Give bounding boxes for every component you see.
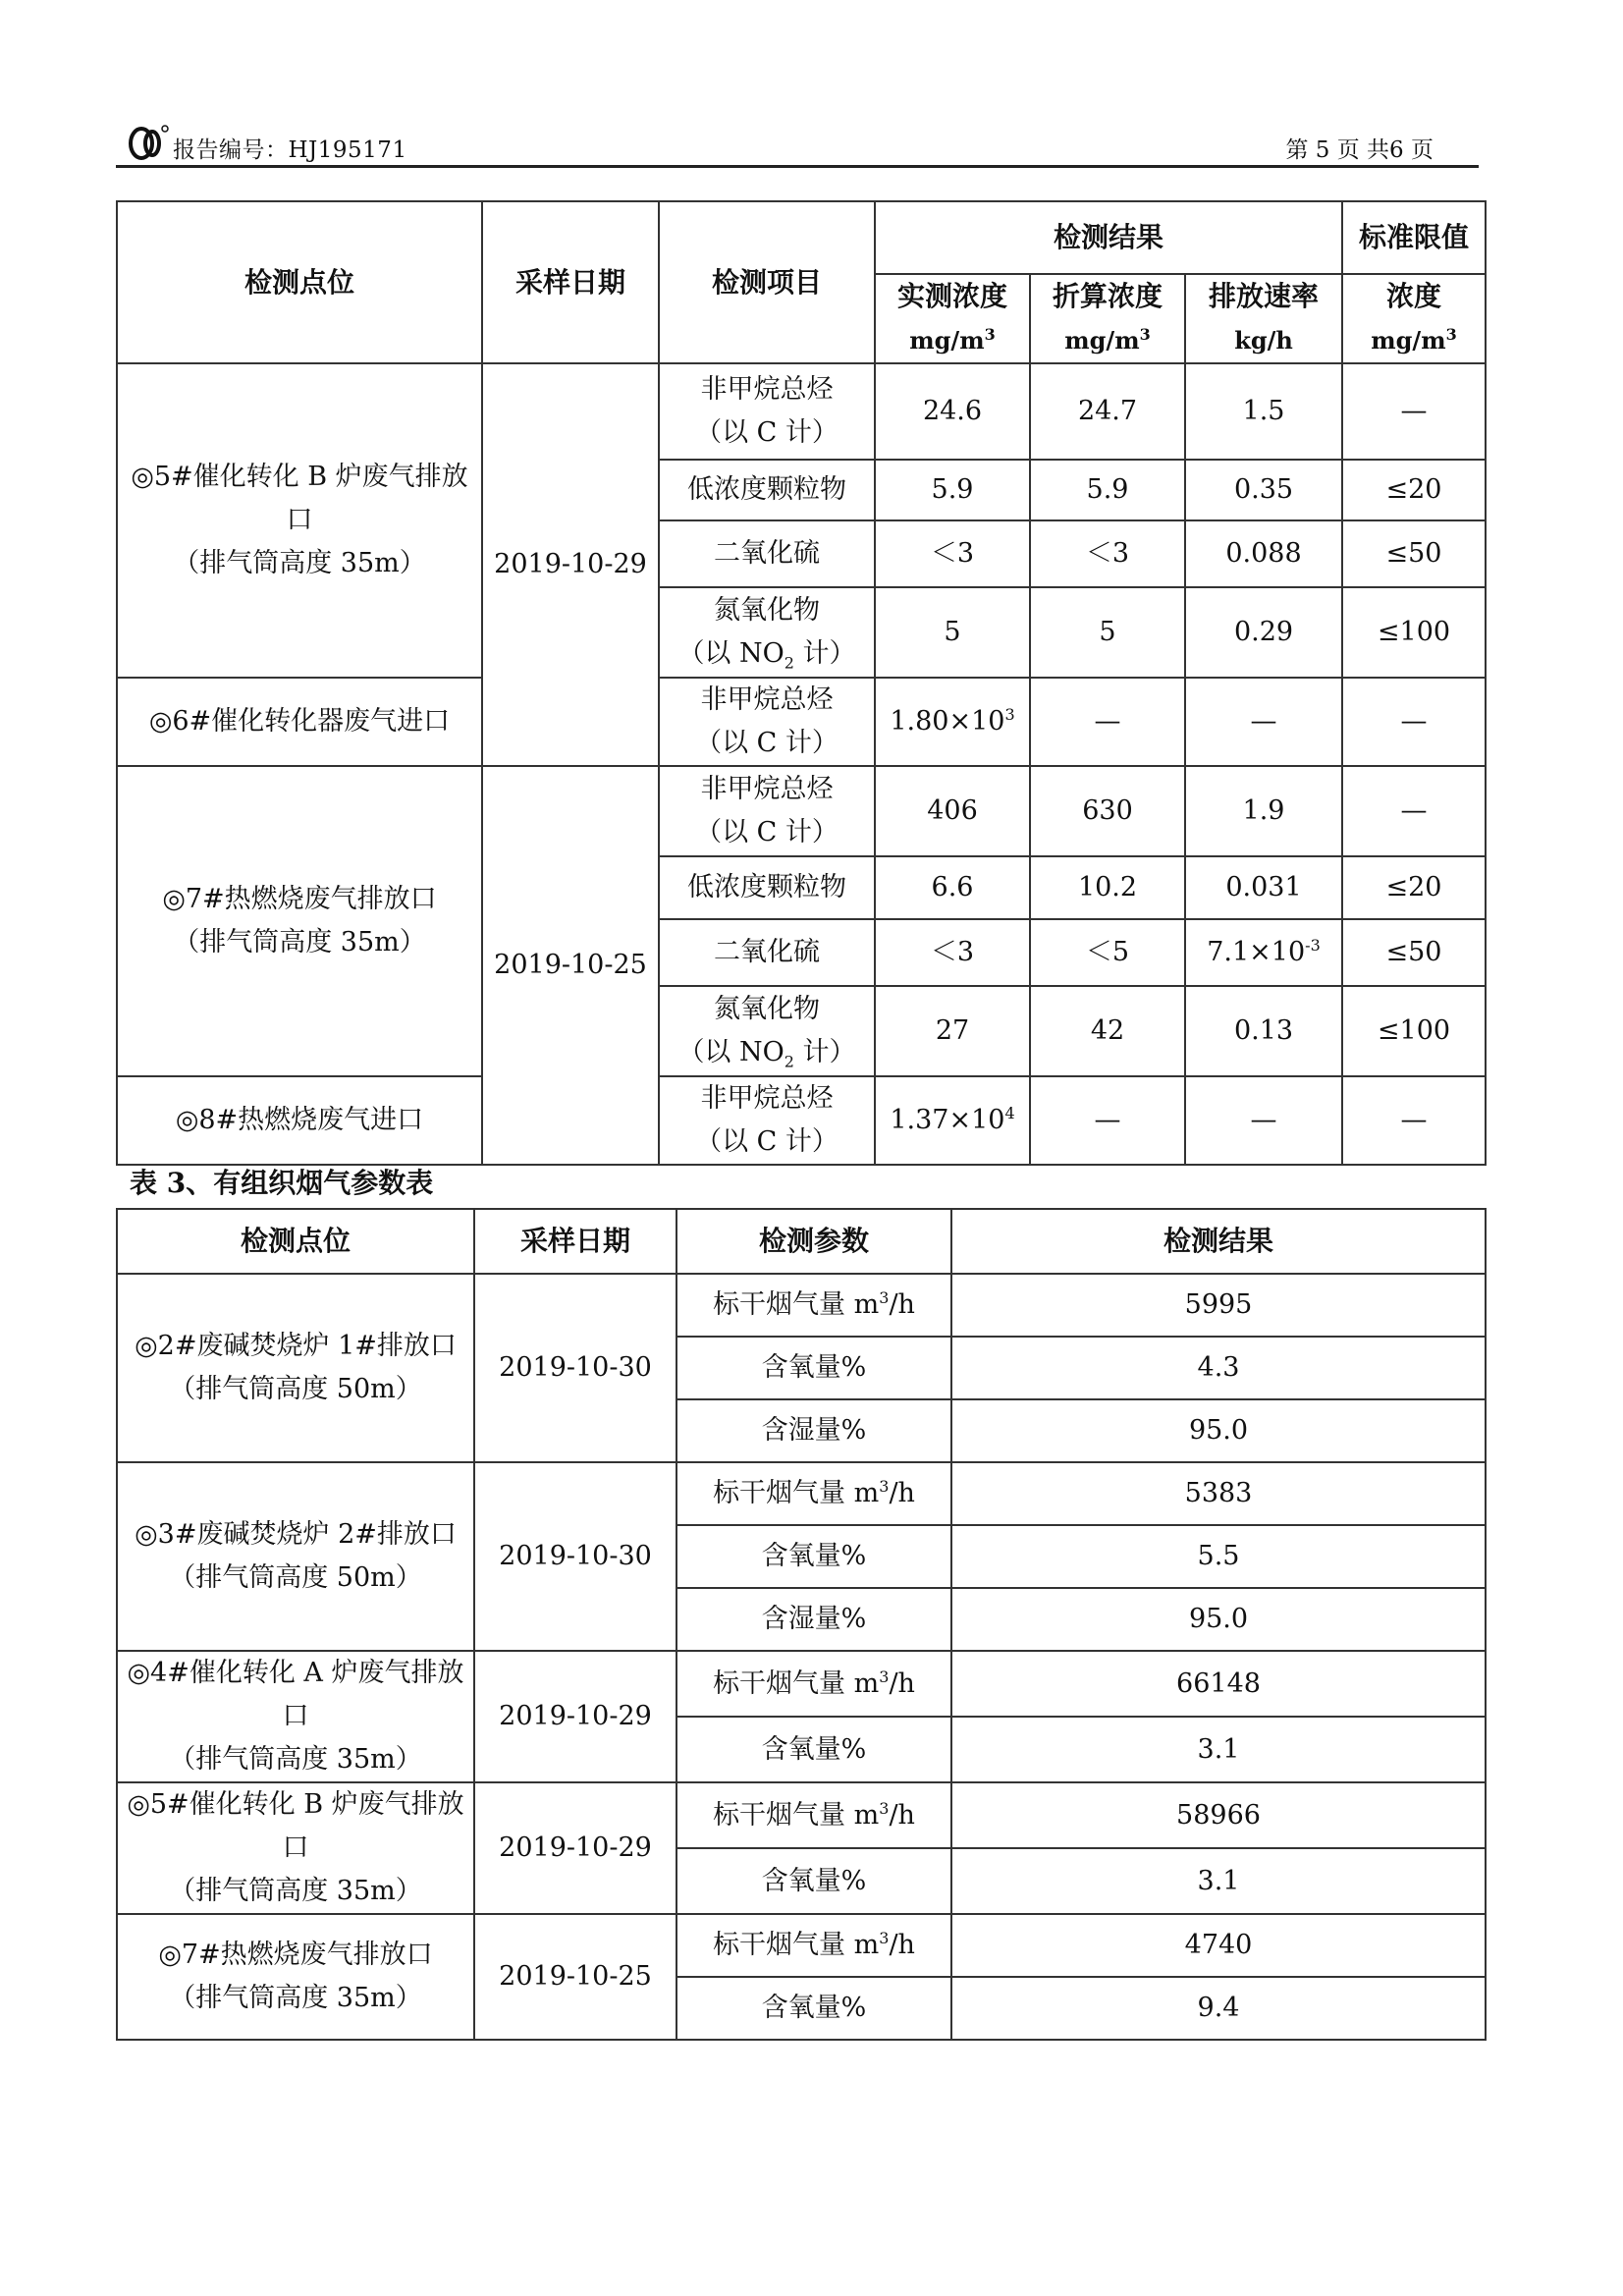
table-row bbox=[117, 1651, 1486, 1717]
measured-cell: $1.37\times 10^4$ bbox=[875, 1076, 1030, 1165]
result-cell: 3.1 bbox=[951, 1848, 1486, 1914]
param-cell: 含湿量% bbox=[676, 1588, 951, 1651]
rate-cell: 0.088 bbox=[1185, 520, 1342, 587]
date-cell: 2019-10-29 bbox=[474, 1651, 676, 1782]
converted-cell: 5.9 bbox=[1030, 460, 1185, 520]
col-header-point: 检测点位 bbox=[117, 201, 482, 363]
param-cell: 标干烟气量 $m^3/h$ bbox=[676, 1462, 951, 1525]
measured-cell: 6.6 bbox=[875, 856, 1030, 919]
measured-cell: 27 bbox=[875, 986, 1030, 1076]
col-header-rate: 排放速率 kg/h bbox=[1185, 274, 1342, 363]
col-header-conc: 浓度 $mg/m^3$ bbox=[1342, 274, 1486, 363]
table-row bbox=[117, 1782, 1486, 1848]
date-cell: 2019-10-25 bbox=[474, 1914, 676, 2040]
measured-cell: 24.6 bbox=[875, 363, 1030, 460]
rate-cell: — bbox=[1185, 1076, 1342, 1165]
item-cell: 非甲烷总烃 （以 C 计） bbox=[659, 1076, 875, 1165]
item-cell: 二氧化硫 bbox=[659, 919, 875, 986]
rate-cell: 1.9 bbox=[1185, 766, 1342, 856]
col-header-point: 检测点位 bbox=[117, 1209, 474, 1274]
date-cell: 2019-10-30 bbox=[474, 1274, 676, 1462]
measured-cell: 406 bbox=[875, 766, 1030, 856]
item-cell: 低浓度颗粒物 bbox=[659, 460, 875, 520]
point-cell: ◎6#催化转化器废气进口 bbox=[117, 678, 482, 766]
result-cell: 58966 bbox=[951, 1782, 1486, 1848]
rate-cell: 1.5 bbox=[1185, 363, 1342, 460]
point-cell: ◎7#热燃烧废气排放口 （排气筒高度 35m） bbox=[117, 1914, 474, 2040]
col-header-result: 检测结果 bbox=[951, 1209, 1486, 1274]
date-cell: 2019-10-29 bbox=[482, 363, 659, 766]
rate-cell: $7.1\times 10^{-3}$ bbox=[1185, 919, 1342, 986]
rate-cell: 0.13 bbox=[1185, 986, 1342, 1076]
param-cell: 含氧量% bbox=[676, 1337, 951, 1399]
date-cell: 2019-10-30 bbox=[474, 1462, 676, 1651]
result-cell: 5995 bbox=[951, 1274, 1486, 1337]
col-header-result: 检测结果 bbox=[875, 201, 1342, 274]
param-cell: 含氧量% bbox=[676, 1525, 951, 1588]
rate-cell: 0.031 bbox=[1185, 856, 1342, 919]
rate-cell: 0.29 bbox=[1185, 587, 1342, 678]
point-cell: ◎3#废碱焚烧炉 2#排放口 （排气筒高度 50m） bbox=[117, 1462, 474, 1651]
converted-cell: 630 bbox=[1030, 766, 1185, 856]
converted-cell: — bbox=[1030, 1076, 1185, 1165]
item-cell: 低浓度颗粒物 bbox=[659, 856, 875, 919]
table-row bbox=[117, 1914, 1486, 1977]
item-cell: 非甲烷总烃 （以 C 计） bbox=[659, 678, 875, 766]
result-cell: 3.1 bbox=[951, 1717, 1486, 1782]
point-cell: ◎7#热燃烧废气排放口 （排气筒高度 35m） bbox=[117, 766, 482, 1076]
flue-gas-parameter-table bbox=[116, 1208, 1487, 2041]
limit-cell: — bbox=[1342, 678, 1486, 766]
point-cell: ◎2#废碱焚烧炉 1#排放口 （排气筒高度 50m） bbox=[117, 1274, 474, 1462]
converted-cell: 42 bbox=[1030, 986, 1185, 1076]
limit-cell: ≤20 bbox=[1342, 460, 1486, 520]
result-cell: 9.4 bbox=[951, 1977, 1486, 2040]
table-row bbox=[117, 363, 1486, 460]
measured-cell: 5 bbox=[875, 587, 1030, 678]
item-cell: 非甲烷总烃 （以 C 计） bbox=[659, 766, 875, 856]
result-cell: 4.3 bbox=[951, 1337, 1486, 1399]
limit-cell: ≤50 bbox=[1342, 520, 1486, 587]
result-cell: 5.5 bbox=[951, 1525, 1486, 1588]
result-cell: 95.0 bbox=[951, 1399, 1486, 1462]
measured-cell: ＜3 bbox=[875, 520, 1030, 587]
converted-cell: 5 bbox=[1030, 587, 1185, 678]
point-cell: ◎8#热燃烧废气进口 bbox=[117, 1076, 482, 1165]
limit-cell: — bbox=[1342, 766, 1486, 856]
limit-cell: ≤100 bbox=[1342, 587, 1486, 678]
col-header-param: 检测参数 bbox=[676, 1209, 951, 1274]
item-cell: 二氧化硫 bbox=[659, 520, 875, 587]
col-header-date: 采样日期 bbox=[482, 201, 659, 363]
col-header-limit: 标准限值 bbox=[1342, 201, 1486, 274]
converted-cell: 24.7 bbox=[1030, 363, 1185, 460]
limit-cell: ≤20 bbox=[1342, 856, 1486, 919]
item-cell: 氮氧化物 （以 $NO_2$ 计） bbox=[659, 986, 875, 1076]
header-divider bbox=[116, 165, 1479, 168]
param-cell: 标干烟气量 $m^3/h$ bbox=[676, 1274, 951, 1337]
item-cell: 非甲烷总烃 （以 C 计） bbox=[659, 363, 875, 460]
table-row bbox=[117, 678, 1486, 766]
col-header-date: 采样日期 bbox=[474, 1209, 676, 1274]
measured-cell: ＜3 bbox=[875, 919, 1030, 986]
table3-caption: 表 3、有组织烟气参数表 bbox=[130, 1167, 434, 1199]
result-cell: 4740 bbox=[951, 1914, 1486, 1977]
page-number: 第 5 页 共6 页 bbox=[1285, 137, 1434, 163]
param-cell: 含氧量% bbox=[676, 1717, 951, 1782]
point-cell: ◎5#催化转化 B 炉废气排放口 （排气筒高度 35m） bbox=[117, 1782, 474, 1914]
limit-cell: ≤100 bbox=[1342, 986, 1486, 1076]
item-cell: 氮氧化物 （以 $NO_2$ 计） bbox=[659, 587, 875, 678]
point-cell: ◎4#催化转化 A 炉废气排放口 （排气筒高度 35m） bbox=[117, 1651, 474, 1782]
table-row bbox=[117, 766, 1486, 856]
measured-cell: 5.9 bbox=[875, 460, 1030, 520]
col-header-converted: 折算浓度 $mg/m^3$ bbox=[1030, 274, 1185, 363]
date-cell: 2019-10-25 bbox=[482, 766, 659, 1165]
converted-cell: ＜5 bbox=[1030, 919, 1185, 986]
converted-cell: — bbox=[1030, 678, 1185, 766]
result-cell: 5383 bbox=[951, 1462, 1486, 1525]
table-row bbox=[117, 1274, 1486, 1337]
measured-cell: $1.80\times 10^3$ bbox=[875, 678, 1030, 766]
result-cell: 66148 bbox=[951, 1651, 1486, 1717]
param-cell: 含湿量% bbox=[676, 1399, 951, 1462]
table-row bbox=[117, 1462, 1486, 1525]
date-cell: 2019-10-29 bbox=[474, 1782, 676, 1914]
param-cell: 标干烟气量 $m^3/h$ bbox=[676, 1782, 951, 1848]
col-header-measured: 实测浓度 $mg/m^3$ bbox=[875, 274, 1030, 363]
param-cell: 含氧量% bbox=[676, 1977, 951, 2040]
report-number: 报告编号：HJ195171 bbox=[173, 137, 407, 163]
col-header-item: 检测项目 bbox=[659, 201, 875, 363]
table-row bbox=[117, 1076, 1486, 1165]
rate-cell: — bbox=[1185, 678, 1342, 766]
company-logo-icon bbox=[128, 122, 171, 161]
rate-cell: 0.35 bbox=[1185, 460, 1342, 520]
param-cell: 标干烟气量 $m^3/h$ bbox=[676, 1651, 951, 1717]
point-cell: ◎5#催化转化 B 炉废气排放口 （排气筒高度 35m） bbox=[117, 363, 482, 678]
converted-cell: 10.2 bbox=[1030, 856, 1185, 919]
limit-cell: — bbox=[1342, 363, 1486, 460]
param-cell: 含氧量% bbox=[676, 1848, 951, 1914]
result-cell: 95.0 bbox=[951, 1588, 1486, 1651]
param-cell: 标干烟气量 $m^3/h$ bbox=[676, 1914, 951, 1977]
limit-cell: — bbox=[1342, 1076, 1486, 1165]
converted-cell: ＜3 bbox=[1030, 520, 1185, 587]
page-header bbox=[128, 120, 1434, 169]
emission-results-table bbox=[116, 200, 1487, 1166]
limit-cell: ≤50 bbox=[1342, 919, 1486, 986]
